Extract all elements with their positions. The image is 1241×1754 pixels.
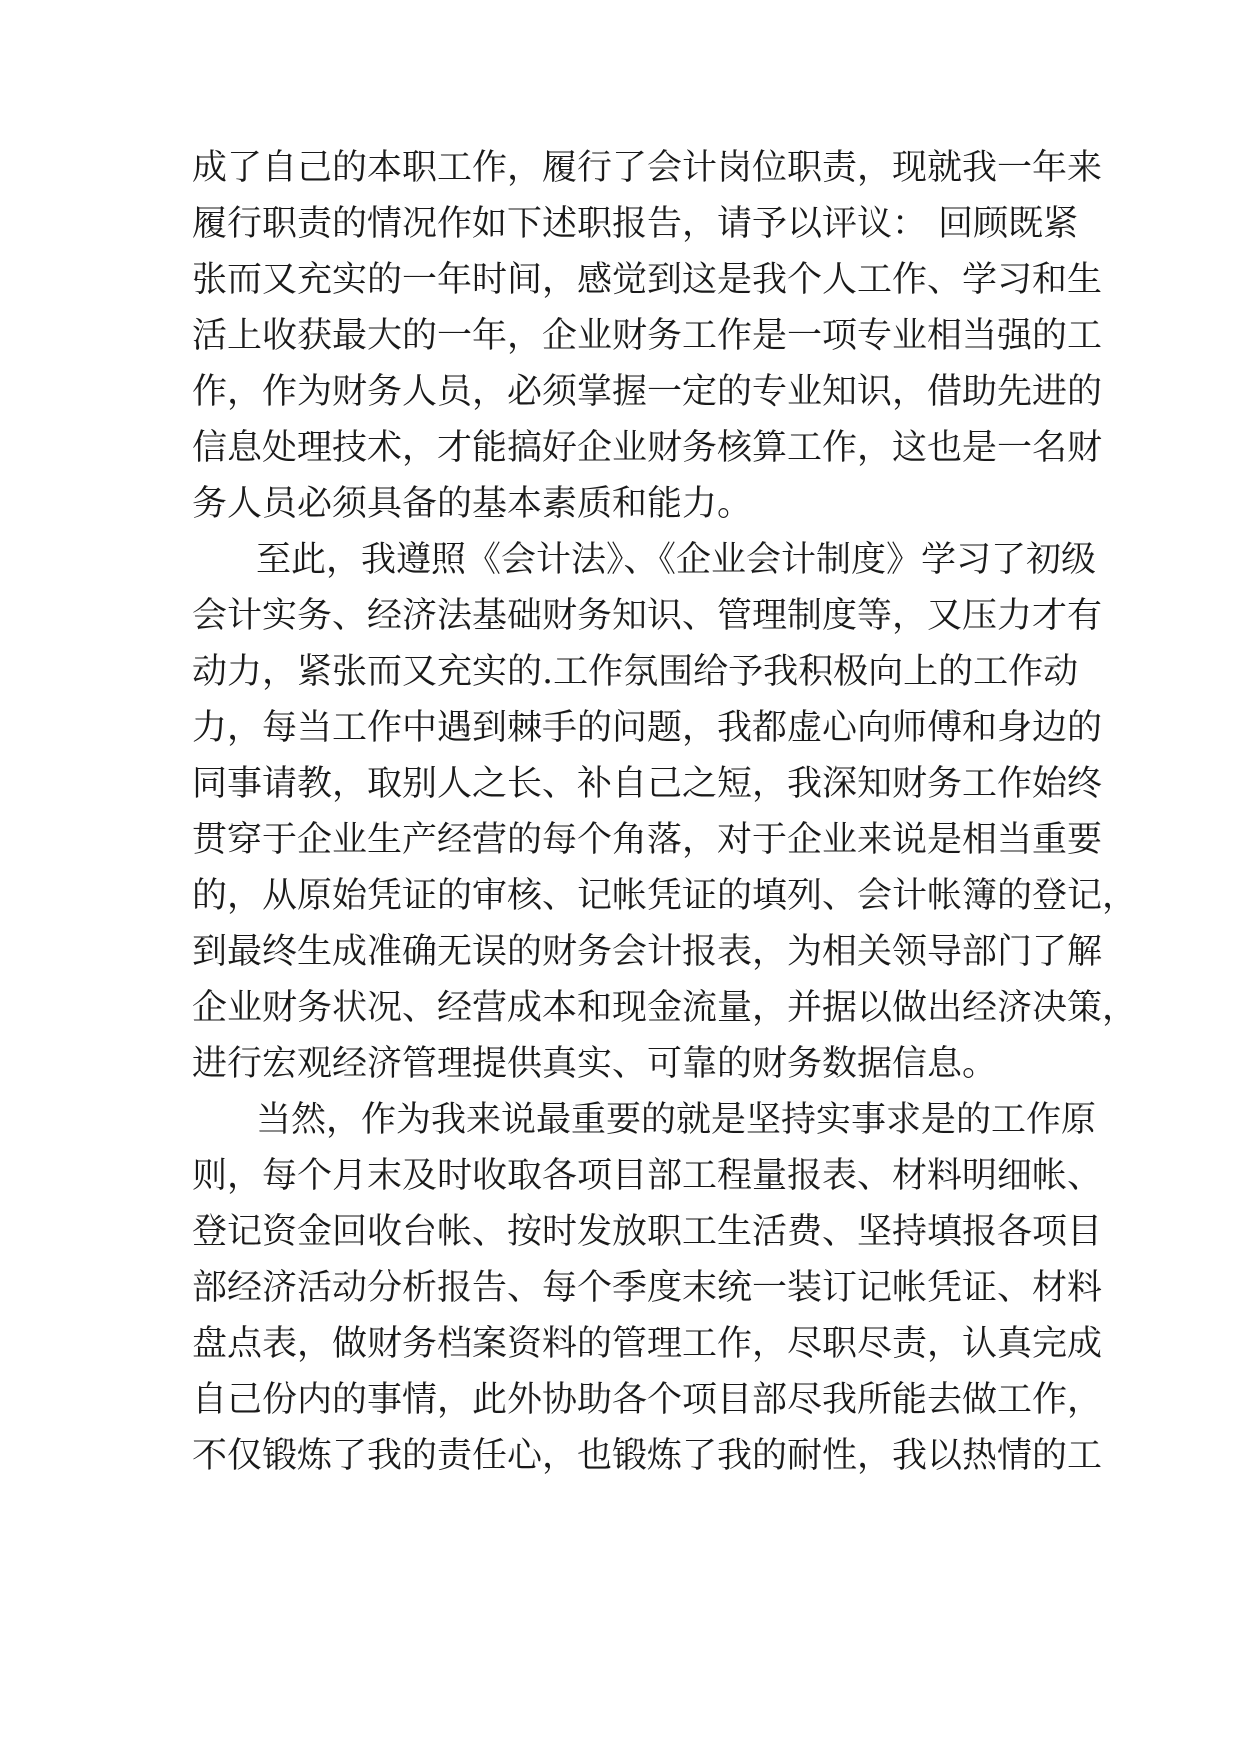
text-line: 同事请教，取别人之长、补自己之短，我深知财务工作始终 (192, 764, 1103, 804)
text-line: 不仅锻炼了我的责任心，也锻炼了我的耐性，我以热情的工 (192, 1436, 1103, 1476)
text-line: 成了自己的本职工作，履行了会计岗位职责，现就我一年来 (192, 148, 1103, 188)
text-line: 企业财务状况、经营成本和现金流量，并据以做出经济决策， (192, 988, 1138, 1028)
paragraph-first-line: 当然，作为我来说最重要的就是坚持实事求是的工作原 (256, 1100, 1097, 1140)
text-line: 动力，紧张而又充实的.工作氛围给予我积极向上的工作动 (192, 652, 1079, 692)
text-line: 进行宏观经济管理提供真实、可靠的财务数据信息。 (192, 1044, 998, 1084)
paragraph-first-line: 至此，我遵照《会计法》、《企业会计制度》学习了初级 (256, 540, 1097, 580)
text-line: 会计实务、经济法基础财务知识、管理制度等，又压力才有 (192, 596, 1103, 636)
text-line: 贯穿于企业生产经营的每个角落，对于企业来说是相当重要 (192, 820, 1103, 860)
text-line: 部经济活动分析报告、每个季度末统一装订记帐凭证、材料 (192, 1268, 1103, 1308)
text-line: 盘点表，做财务档案资料的管理工作，尽职尽责，认真完成 (192, 1324, 1103, 1364)
text-line: 的，从原始凭证的审核、记帐凭证的填列、会计帐簿的登记， (192, 876, 1138, 916)
text-line: 登记资金回收台帐、按时发放职工生活费、坚持填报各项目 (192, 1212, 1103, 1252)
text-line: 活上收获最大的一年，企业财务工作是一项专业相当强的工 (192, 316, 1103, 356)
text-line: 务人员必须具备的基本素质和能力。 (192, 484, 753, 524)
text-line: 则，每个月末及时收取各项目部工程量报表、材料明细帐、 (192, 1156, 1103, 1196)
text-line: 到最终生成准确无误的财务会计报表，为相关领导部门了解 (192, 932, 1103, 972)
text-line: 履行职责的情况作如下述职报告，请予以评议： 回顾既紧 (192, 204, 1079, 244)
text-line: 自己份内的事情，此外协助各个项目部尽我所能去做工作， (192, 1380, 1103, 1420)
text-line: 信息处理技术，才能搞好企业财务核算工作，这也是一名财 (192, 428, 1103, 468)
text-line: 张而又充实的一年时间，感觉到这是我个人工作、学习和生 (192, 260, 1103, 300)
text-line: 作，作为财务人员，必须掌握一定的专业知识，借助先进的 (192, 372, 1103, 412)
text-line: 力，每当工作中遇到棘手的问题，我都虚心向师傅和身边的 (192, 708, 1103, 748)
